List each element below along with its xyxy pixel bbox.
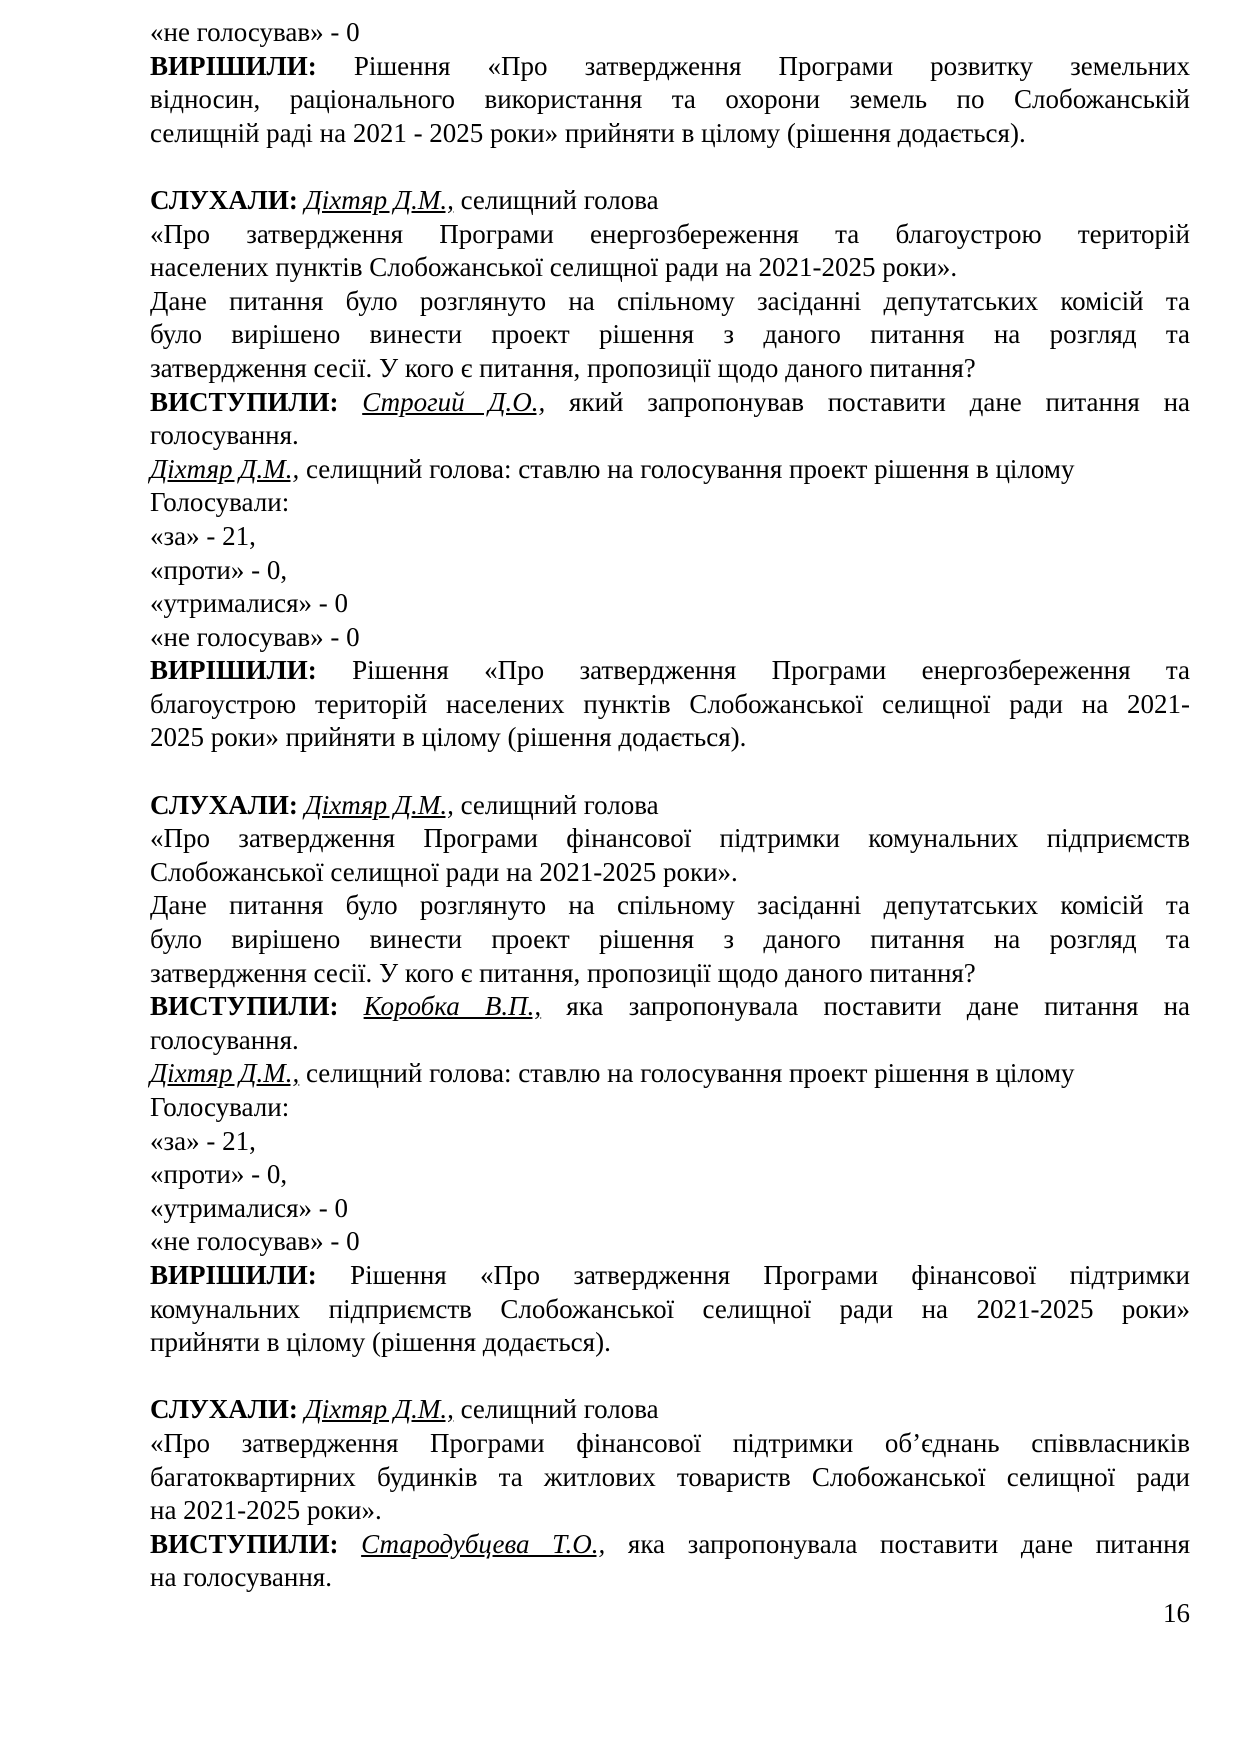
speaker-name: Діхтяр Д.М., xyxy=(304,789,454,820)
decided-label: ВИРІШИЛИ: xyxy=(150,655,317,686)
vote-for: «за» - 21, xyxy=(150,520,256,551)
spoke-line-cont: голосування. xyxy=(150,420,299,451)
heard-label: СЛУХАЛИ: xyxy=(150,789,298,820)
votes-heading: Голосували: xyxy=(150,1092,290,1122)
discussion-line: Дане питання було розглянуто на спільному засіданні депутатських комісій та xyxy=(150,890,1190,921)
heard-line: СЛУХАЛИ: Діхтяр Д.М., селищний голова xyxy=(150,789,659,820)
agenda-title-line: «Про затвердження Програми енергозбереження та благоустрою територій xyxy=(150,218,1190,249)
discussion-line: було вирішено винести проект рішення з даного питання на розгляд та xyxy=(150,319,1190,350)
speaker-name: Діхтяр Д.М., xyxy=(304,184,454,215)
decision-line: селищній раді на 2021 - 2025 роки» прийняти в цілому (рішення додається). xyxy=(150,117,1026,148)
decision-line: комунальних підприємств Слобожанської селищної ради на 2021-2025 роки» xyxy=(150,1293,1190,1324)
discussion-line: затвердження сесії. У кого є питання, пропозиції щодо даного питання? xyxy=(150,352,976,383)
heard-label: СЛУХАЛИ: xyxy=(150,1394,298,1425)
decision-line: ВИРІШИЛИ: Рішення «Про затвердження Програми фінансової підтримки xyxy=(150,1259,1190,1290)
decision-line: благоустрою територій населених пунктів Слобожанської селищної ради на 2021- xyxy=(150,688,1190,719)
vote-not-voted: «не голосував» - 0 xyxy=(150,621,360,652)
spoke-line: ВИСТУПИЛИ: Строгий Д.О., який запропонував поставити дане питання на xyxy=(150,386,1190,417)
decided-label: ВИРІШИЛИ: xyxy=(150,50,317,81)
agenda-title-line: Слобожанської селищної ради на 2021-2025 роки». xyxy=(150,856,738,887)
chair-line: Діхтяр Д.М., селищний голова: ставлю на голосування проект рішення в цілому xyxy=(150,453,1075,484)
chair-line: Діхтяр Д.М., селищний голова: ставлю на голосування проект рішення в цілому xyxy=(150,1058,1075,1089)
chair-name: Діхтяр Д.М., xyxy=(150,453,300,484)
decision-line: прийняти в цілому (рішення додається). xyxy=(150,1327,611,1358)
heard-label: СЛУХАЛИ: xyxy=(150,184,298,215)
agenda-title-line: «Про затвердження Програми фінансової підтримки об’єднань співвласників xyxy=(150,1427,1190,1458)
decided-label: ВИРІШИЛИ: xyxy=(150,1259,317,1290)
spoke-label: ВИСТУПИЛИ: xyxy=(150,386,339,417)
decision-line: ВИРІШИЛИ: Рішення «Про затвердження Програми енергозбереження та xyxy=(150,655,1190,686)
spoke-label: ВИСТУПИЛИ: xyxy=(150,991,339,1022)
spoke-line: ВИСТУПИЛИ: Стародубцева Т.О., яка запропонувала поставити дане питання xyxy=(150,1528,1190,1559)
vote-abstained: «утрималися» - 0 xyxy=(150,1192,349,1223)
vote-against: «проти» - 0, xyxy=(150,554,288,585)
agenda-title-line: населених пунктів Слобожанської селищної ради на 2021-2025 роки». xyxy=(150,252,958,283)
document-page xyxy=(150,16,1190,1595)
spoke-label: ВИСТУПИЛИ: xyxy=(150,1528,339,1559)
page-number: 16 xyxy=(1163,1598,1190,1628)
speaker-name: Строгий Д.О., xyxy=(362,386,546,417)
votes-heading: Голосували: xyxy=(150,487,290,518)
vote-against: «проти» - 0, xyxy=(150,1159,288,1190)
decision-line: відносин, раціонального використання та охорони земель по Слобожанській xyxy=(150,84,1190,115)
decision-line: ВИРІШИЛИ: Рішення «Про затвердження Програми розвитку земельних xyxy=(150,50,1190,81)
spoke-line: ВИСТУПИЛИ: Коробка В.П., яка запропонувала поставити дане питання на xyxy=(150,991,1191,1022)
spoke-line-cont: на голосування. xyxy=(150,1562,332,1593)
vote-not-voted: «не голосував» - 0 xyxy=(150,17,360,47)
decision-line: 2025 роки» прийняти в цілому (рішення додається). xyxy=(150,722,747,753)
speaker-name: Діхтяр Д.М., xyxy=(304,1394,454,1425)
agenda-title-line: на 2021-2025 роки». xyxy=(150,1495,382,1526)
heard-line: СЛУХАЛИ: Діхтяр Д.М., селищний голова xyxy=(150,184,659,215)
vote-abstained: «утрималися» - 0 xyxy=(150,588,349,619)
discussion-line: було вирішено винести проект рішення з даного питання на розгляд та xyxy=(150,924,1190,955)
speaker-name: Коробка В.П., xyxy=(363,991,542,1022)
discussion-line: затвердження сесії. У кого є питання, пропозиції щодо даного питання? xyxy=(150,957,976,988)
spoke-line-cont: голосування. xyxy=(150,1024,299,1055)
heard-line: СЛУХАЛИ: Діхтяр Д.М., селищний голова xyxy=(150,1394,659,1425)
discussion-line: Дане питання було розглянуто на спільному засіданні депутатських комісій та xyxy=(150,285,1190,316)
agenda-title-line: багатоквартирних будинків та житлових товариств Слобожанської селищної ради xyxy=(150,1461,1190,1492)
agenda-title-line: «Про затвердження Програми фінансової підтримки комунальних підприємств xyxy=(150,823,1190,854)
chair-name: Діхтяр Д.М., xyxy=(150,1058,300,1089)
speaker-name: Стародубцева Т.О., xyxy=(361,1528,606,1559)
vote-not-voted: «не голосував» - 0 xyxy=(150,1226,360,1257)
vote-for: «за» - 21, xyxy=(150,1125,256,1156)
